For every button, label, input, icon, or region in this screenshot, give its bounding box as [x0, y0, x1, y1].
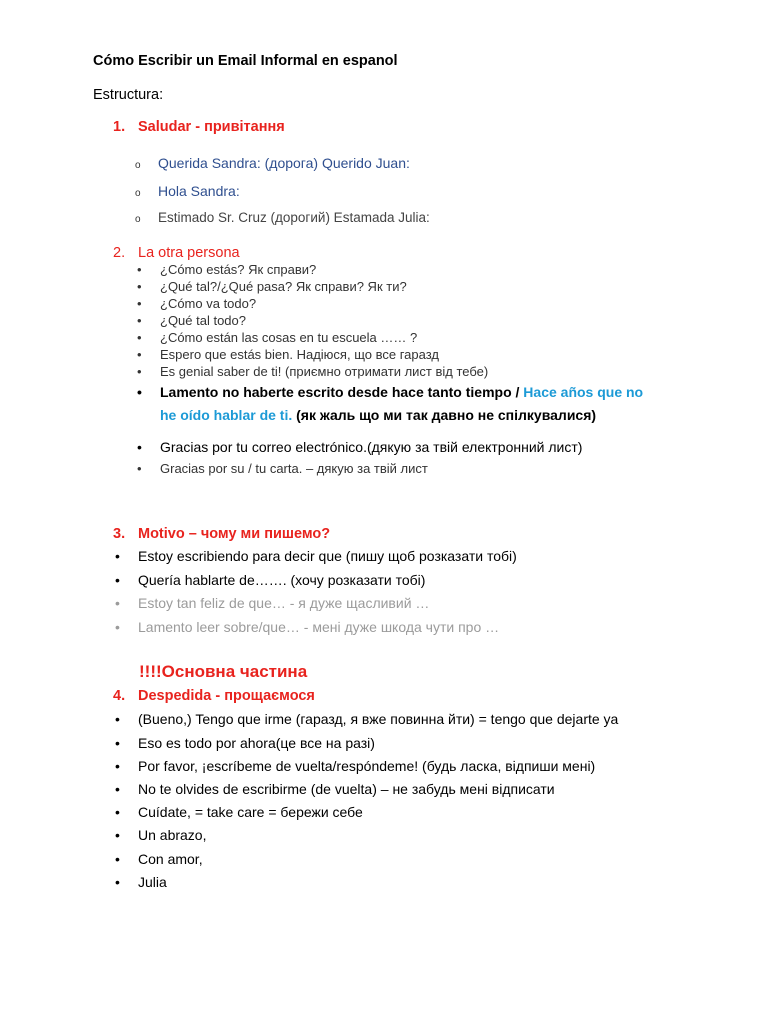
list-item	[115, 735, 375, 751]
circle-bullet-icon: o	[135, 160, 141, 171]
list-item	[115, 827, 206, 843]
section-1-heading	[113, 119, 285, 135]
bullet-icon: •	[115, 619, 120, 635]
circle-bullet-icon: o	[135, 188, 141, 199]
list-item	[115, 595, 429, 611]
item-text: Con amor,	[138, 851, 203, 867]
list-item	[135, 210, 430, 225]
item-text: ¿Cómo estás? Як справи?	[160, 262, 317, 277]
item-text: Cuídate, = take care = бережи себе	[138, 804, 363, 820]
list-item	[137, 313, 246, 328]
item-text: Espero que estás bien. Надіюся, що все гаразд	[160, 347, 439, 362]
list-item	[137, 279, 407, 294]
list-item	[137, 262, 316, 277]
bullet-icon: •	[137, 313, 142, 328]
item-text: ¿Qué tal?/¿Qué pasa? Як справи? Як ти?	[160, 279, 407, 294]
section-label: Despedida - прощаємося	[138, 688, 315, 704]
bullet-icon: •	[115, 827, 120, 843]
bullet-icon: •	[115, 874, 120, 890]
item-text: Julia	[138, 874, 167, 890]
list-item	[135, 155, 410, 171]
bullet-icon: •	[137, 262, 142, 277]
bullet-icon: •	[137, 364, 142, 379]
item-text: Lamento leer sobre/que… - мені дуже шкода чути про …	[138, 619, 500, 635]
bullet-icon: •	[115, 781, 120, 797]
section-number: 4.	[113, 688, 126, 704]
list-item	[137, 439, 582, 455]
list-item	[115, 711, 618, 727]
bullet-icon: •	[115, 548, 120, 564]
list-item	[115, 572, 425, 588]
item-text: Estoy escribiendo para decir que (пишу щоб розказати тобі)	[138, 548, 517, 564]
list-item	[137, 296, 256, 311]
item-text: Un abrazo,	[138, 827, 207, 843]
structure-heading: Estructura:	[93, 87, 164, 103]
list-item	[115, 548, 517, 564]
bullet-icon: •	[115, 595, 120, 611]
item-text: Hola Sandra:	[158, 183, 240, 199]
item-text: ¿Cómo va todo?	[160, 296, 257, 311]
item-text: Es genial saber de ti! (приємно отримати лист від тебе)	[160, 364, 489, 379]
item-text: (Bueno,) Tengo que irme (гаразд, я вже повинна йти) = tengo que dejarte ya	[138, 711, 619, 727]
list-item	[135, 183, 240, 199]
list-item	[115, 851, 203, 867]
list-item	[115, 804, 363, 820]
section-number: 2.	[113, 245, 126, 261]
section-label: Motivo – чому ми пишемо?	[138, 526, 331, 542]
bullet-icon: •	[137, 461, 142, 476]
bullet-icon: •	[115, 804, 120, 820]
item-text: Querida Sandra: (дорога) Querido Juan:	[158, 155, 410, 171]
list-item	[137, 461, 428, 476]
list-item-lamento	[137, 384, 643, 400]
item-text: ¿Qué tal todo?	[160, 313, 246, 328]
list-item	[137, 347, 439, 362]
item-text: Por favor, ¡escríbeme de vuelta/respóndeme! (будь ласка, відпиши мені)	[138, 758, 596, 774]
section-number: 3.	[113, 526, 126, 542]
bullet-icon: •	[115, 711, 120, 727]
item-text: ¿Cómo están las cosas en tu escuela …… ?	[160, 330, 418, 345]
highlighted-text: he oído hablar de ti.	[160, 407, 293, 423]
item-text: Estimado Sr. Cruz (дорогий) Estamada Julia:	[158, 210, 430, 225]
section-label: La otra persona	[138, 245, 240, 261]
item-text: Quería hablarte de……. (хочу розказати тобі)	[138, 572, 426, 588]
bullet-icon: •	[115, 851, 120, 867]
section-label: Saludar - привітання	[138, 119, 285, 135]
bullet-icon: •	[137, 330, 142, 345]
section-4-heading	[113, 688, 315, 704]
item-text: Eso es todo por ahora(це все на разі)	[138, 735, 375, 751]
section-3-heading	[113, 526, 330, 542]
bullet-icon: •	[137, 384, 142, 400]
bullet-icon: •	[115, 735, 120, 751]
circle-bullet-icon: o	[135, 214, 141, 225]
bullet-icon: •	[137, 296, 142, 311]
bullet-icon: •	[137, 279, 142, 294]
list-item	[115, 874, 167, 890]
bullet-icon: •	[137, 347, 142, 362]
list-item	[137, 364, 488, 379]
item-text: Estoy tan feliz de que… - я дуже щасливий …	[138, 595, 430, 611]
list-item-continuation	[160, 407, 596, 423]
bullet-icon: •	[137, 439, 142, 455]
list-item	[137, 330, 417, 345]
list-item	[115, 758, 595, 774]
section-number: 1.	[113, 119, 126, 135]
main-part-heading: !!!!Основна частина	[139, 662, 308, 681]
list-item	[115, 781, 555, 797]
item-text: Gracias por su / tu carta. – дякую за твій лист	[160, 461, 428, 476]
item-text: Gracias por tu correo electrónico.(дякую за твій електронний лист)	[160, 439, 583, 455]
list-item	[115, 619, 499, 635]
bullet-icon: •	[115, 572, 120, 588]
page-title: Cómo Escribir un Email Informal en espanol	[93, 53, 398, 69]
item-text: (як жаль що ми так давно не спілкувалися)	[292, 407, 597, 423]
item-text: No te olvides de escribirme (de vuelta) – не забудь мені відписати	[138, 781, 555, 797]
section-2-heading	[113, 245, 240, 261]
bullet-icon: •	[115, 758, 120, 774]
item-text: Lamento no haberte escrito desde hace tanto tiempo /	[160, 384, 524, 400]
highlighted-text: Hace años que no	[523, 384, 644, 400]
